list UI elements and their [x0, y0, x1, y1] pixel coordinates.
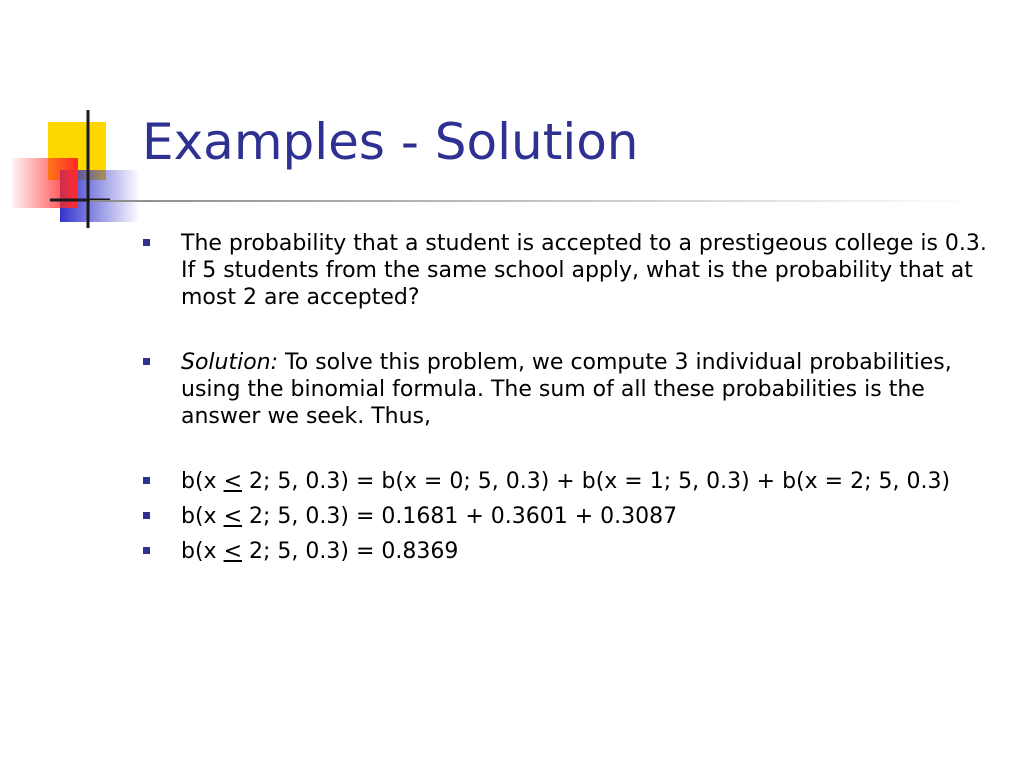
- bullet-marker: [143, 547, 150, 554]
- less-equal-symbol: <: [223, 504, 242, 529]
- equation-rest: 2; 5, 0.3) = 0.8369: [242, 539, 459, 564]
- bullet-solution-text: To solve this problem, we compute 3 individual probabilities, using the binomial formula. The sum of all these probabilities is the answer we seek. Thus,: [181, 350, 952, 429]
- less-equal-symbol: <: [223, 469, 242, 494]
- equation-prefix: b(x: [181, 539, 224, 564]
- bullet-problem: [143, 230, 1003, 311]
- equation-rest: 2; 5, 0.3) = b(x = 0; 5, 0.3) + b(x = 1; 5, 0.3) + b(x = 2; 5, 0.3): [242, 469, 951, 494]
- equation-rest: 2; 5, 0.3) = 0.1681 + 0.3601 + 0.3087: [242, 504, 678, 529]
- title-divider: [90, 200, 980, 202]
- bullet-marker: [143, 239, 150, 246]
- bullet-solution: [143, 349, 1003, 430]
- slide-decoration: [0, 0, 160, 240]
- bullet-equation-sum: [143, 468, 1003, 495]
- bullet-equation-values: [143, 503, 1003, 530]
- bullet-marker: [143, 512, 150, 519]
- slide-title: Examples - Solution: [142, 113, 639, 171]
- solution-label: Solution:: [181, 350, 279, 375]
- equation-prefix: b(x: [181, 469, 224, 494]
- bullet-marker: [143, 358, 150, 365]
- bullet-equation-result: [143, 538, 1003, 565]
- bullet-list: [143, 230, 1003, 565]
- less-equal-symbol: <: [223, 539, 242, 564]
- bullet-problem-text: The probability that a student is accepted to a prestigeous college is 0.3. If 5 students from the same school apply, what is the probability that at most 2 are accepted?: [181, 231, 987, 310]
- equation-prefix: b(x: [181, 504, 224, 529]
- bullet-marker: [143, 477, 150, 484]
